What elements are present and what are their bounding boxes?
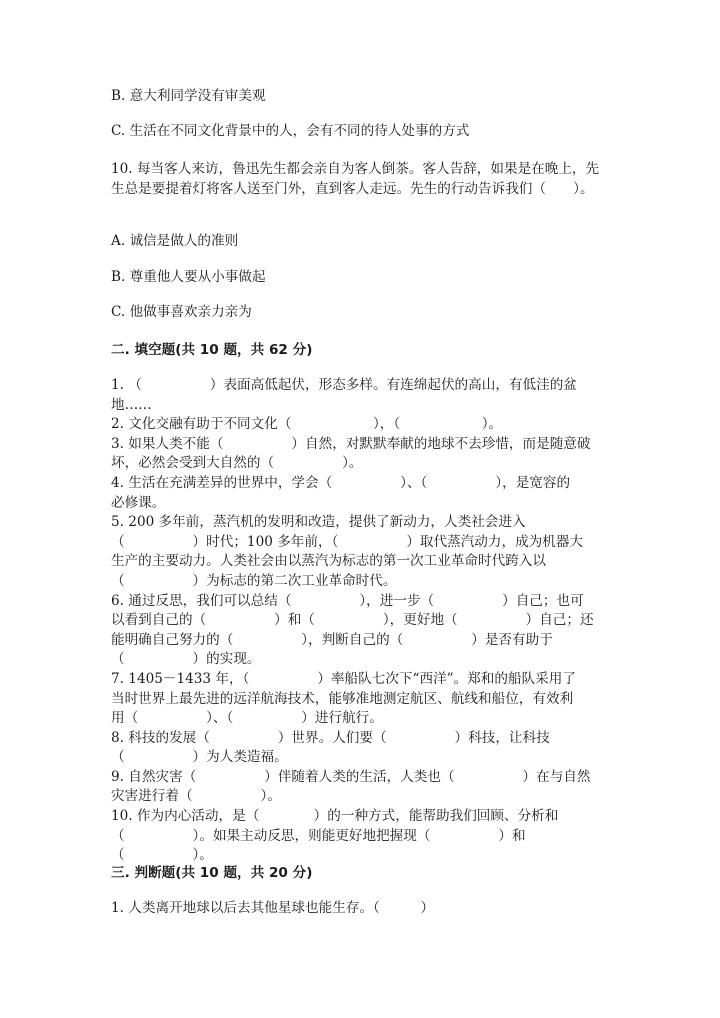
fill-line: （ ）。	[111, 847, 213, 864]
fill-line: 用（ ）、（ ）进行航行。	[111, 710, 383, 727]
fill-line: 8. 科技的发展（ ）世界。人们要（ ）科技，让科技	[111, 729, 550, 746]
fill-line: （ ）的实现。	[111, 651, 261, 668]
section-2-heading: 二. 填空题(共 10 题，共 62 分)	[111, 342, 313, 358]
fill-line: 1. （ ）表面高低起伏，形态多样。有连绵起伏的高山，有低洼的盆	[111, 377, 577, 393]
fill-line: 灾害进行着（ ）。	[111, 788, 281, 805]
fill-line: 3. 如果人类不能（ ）自然，对默默奉献的地球不去珍惜，而是随意破	[111, 435, 591, 452]
fill-line: 6. 通过反思，我们可以总结（ ），进一步（ ）自己；也可	[111, 592, 584, 609]
q10-stem: 10. 每当客人来访，鲁迅先生都会亲自为客人倒茶。客人告辞，如果是在晚上，先生总是要提着灯将客人送至门外，直到客人走远。先生的行动告诉我们（ ）。	[111, 161, 600, 197]
fill-line: 以看到自己的（ ）和（ ），更好地（ ）自己；还	[111, 612, 594, 629]
fill-line: 4. 生活在充满差异的世界中，学会（ ）、（ ），是宽容的	[111, 474, 571, 491]
fill-line: 当时世界上最先进的远洋航海技术，能够准地测定航区、航线和船位，有效利	[111, 690, 574, 707]
fill-line: 7. 1405－1433 年，（ ）率船队七次下“西洋”。郑和的船队采用了	[111, 670, 576, 687]
fill-line: 9. 自然灾害（ ）伴随着人类的生活，人类也（ ）在与自然	[111, 768, 591, 785]
fill-line: 生产的主要动力。人类社会由以蒸汽为标志的第一次工业革命时代跨入以	[111, 553, 546, 570]
fill-line: （ ）。如果主动反思，则能更好地把握现（ ）和	[111, 827, 526, 844]
judge-q1: 1. 人类离开地球以后去其他星球也能生存。（ ）	[111, 900, 435, 916]
q10-option-c: C. 他做事喜欢亲力亲为	[111, 304, 252, 320]
section-3-heading: 三. 判断题(共 10 题，共 20 分)	[111, 865, 313, 881]
fill-line: 5. 200 多年前，蒸汽机的发明和改造，提供了新动力，人类社会进入	[111, 514, 526, 531]
q10-option-b: B. 尊重他人要从小事做起	[111, 269, 266, 285]
fill-line: （ ）时代；100 多年前，（ ）取代蒸汽动力，成为机器大	[111, 533, 584, 550]
fill-line: 地……	[111, 396, 152, 413]
fill-line: 坏，必然会受到大自然的（ ）。	[111, 455, 363, 472]
q9-option-c: C. 生活在不同文化背景中的人，会有不同的待人处事的方式	[111, 123, 470, 139]
fill-in-questions	[111, 376, 609, 866]
fill-line: 10. 作为内心活动，是（ ）的一种方式，能帮助我们回顾、分析和	[111, 808, 559, 825]
fill-line: （ ）为标志的第二次工业革命时代。	[111, 572, 397, 589]
fill-line: 能明确自己努力的（ ），判断自己的（ ）是否有助于	[111, 631, 553, 648]
fill-line: 必修课。	[111, 494, 166, 511]
fill-line: （ ）为人类造福。	[111, 749, 288, 766]
q9-option-b: B. 意大利同学没有审美观	[111, 88, 266, 104]
fill-line: 2. 文化交融有助于不同文化（ ），（ ）。	[111, 416, 503, 433]
q10-option-a: A. 诚信是做人的准则	[111, 233, 239, 249]
